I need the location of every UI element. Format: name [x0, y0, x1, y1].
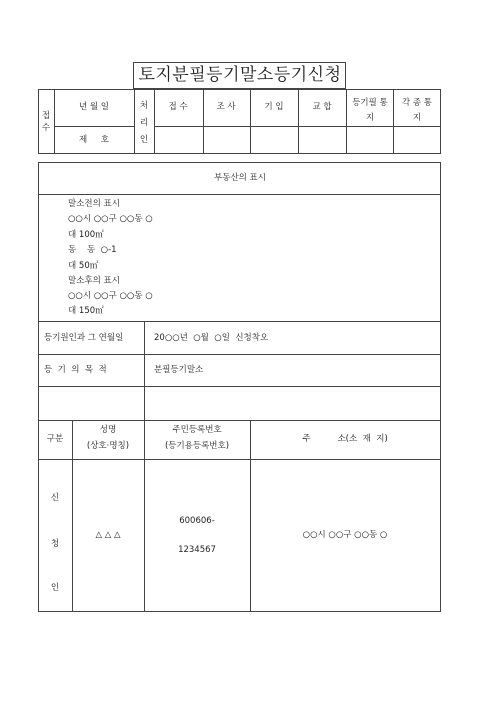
receipt-number-label: 제 호: [79, 135, 109, 145]
col-various-notice: 각 종 통 지: [401, 98, 433, 123]
purpose-label: 등 기 의 목 적: [44, 365, 107, 375]
property-line: 동 동 ○-1: [68, 245, 117, 255]
col-review: 조 사: [216, 102, 236, 112]
col-address-header: 주 소(소 재 지): [302, 434, 388, 444]
page-title: 토지분필등기말소등기신청: [138, 65, 342, 85]
col-entry: 기 입: [264, 102, 284, 112]
applicant-id-part1: 600606-: [179, 516, 215, 526]
col-id-header: 주민등록번호: [172, 425, 222, 435]
property-line: 말소후의 표시: [68, 276, 120, 286]
col-completion-notice: 등기필 통 지: [352, 98, 388, 123]
property-line: 대 50㎡: [68, 261, 99, 271]
cause-value: 20○○년 ○월 ○일 신청착오: [154, 333, 269, 343]
property-line: ○○시 ○○구 ○○동 ○: [68, 214, 153, 224]
col-name-header: 성명: [99, 425, 117, 435]
applicant-name: △ △ △: [95, 530, 121, 540]
receipt-label: 접 수: [41, 111, 51, 133]
receipt-date-label: 년 월 일: [78, 102, 110, 112]
col-id-header-sub: (등기용등록번호): [164, 441, 230, 451]
row-label-char: 청: [50, 539, 60, 549]
col-receipt: 접 수: [168, 102, 188, 112]
col-verify: 교 합: [312, 102, 332, 112]
property-line: 대 100㎡: [68, 230, 104, 240]
property-line: 말소전의 표시: [68, 199, 120, 209]
purpose-value: 분필등기말소: [154, 365, 204, 375]
property-line: ○○시 ○○구 ○○동 ○: [68, 291, 153, 301]
row-label-char: 신: [50, 493, 60, 503]
property-header: 부동산의 표시: [214, 173, 266, 183]
process-label: 처 리 인: [139, 101, 149, 145]
property-line: 대 150㎡: [68, 306, 104, 316]
applicant-id-part2: 1234567: [178, 545, 216, 555]
row-label-char: 인: [50, 583, 60, 593]
cause-label: 등기원인과 그 연월일: [44, 333, 124, 343]
col-type-header: 구분: [46, 434, 64, 444]
col-name-header-sub: (상호·명칭): [86, 441, 130, 451]
applicant-address: ○○시 ○○구 ○○동 ○: [302, 530, 388, 540]
